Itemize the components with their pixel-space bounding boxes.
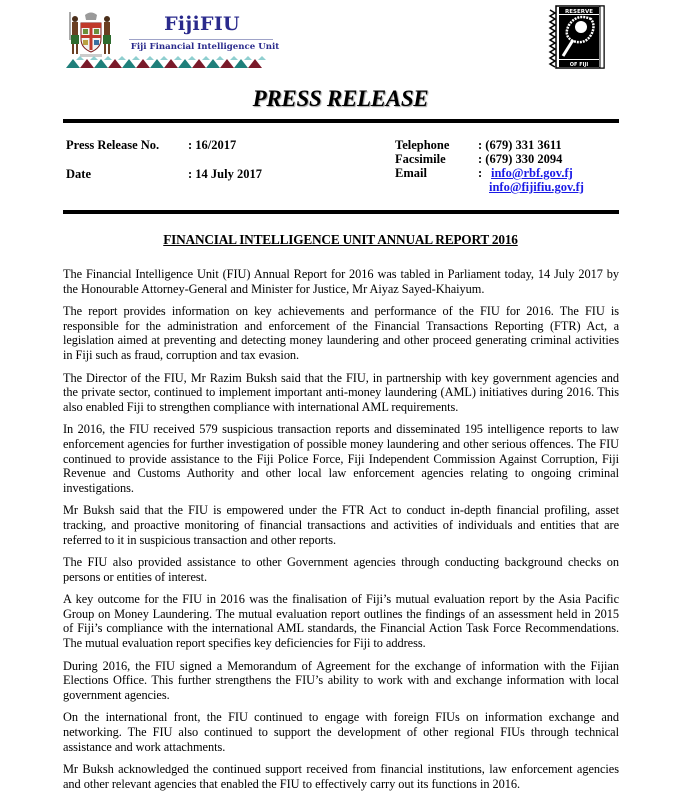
- date-value: : 14 July 2017: [188, 167, 262, 181]
- top-divider: [63, 119, 619, 123]
- logo-divider: [129, 39, 273, 40]
- tapa-small-triangle: [146, 56, 154, 60]
- tapa-triangle: [248, 59, 262, 68]
- paragraph: A key outcome for the FIU in 2016 was the finalisation of Fiji’s mutual evaluation report by the Asia Pacific Group on Money Laundering. The mutual evaluation report outlines the findings of an assessment held in 2015 of Fiji’s compliance with the international AML standards, the Financial Action Task Force Recommendations. The mutual evaluation report specifies key deficiencies for Fiji to address.: [63, 592, 619, 651]
- paragraph: The FIU also provided assistance to other Government agencies through conducting background checks on persons or entities of interest.: [63, 555, 619, 584]
- paragraph: The Financial Intelligence Unit (FIU) Annual Report for 2016 was tabled in Parliament today, 14 July 2017 by the Honourable Attorney-General and Minister for Justice, Mr Aiyaz Sayed-Khaiyum.: [63, 267, 619, 296]
- tapa-triangle: [192, 59, 206, 68]
- fiji-coat-of-arms-icon: [66, 10, 116, 60]
- tapa-small-triangle: [230, 56, 238, 60]
- tapa-small-triangle: [118, 56, 126, 60]
- tapa-triangle: [220, 59, 234, 68]
- telephone-label: Telephone: [395, 138, 450, 152]
- headline: FINANCIAL INTELLIGENCE UNIT ANNUAL REPORT 2016: [163, 232, 518, 247]
- press-release-number-label: Press Release No.: [66, 138, 160, 152]
- reserve-bank-emblem-icon: [547, 4, 613, 72]
- tapa-small-triangle: [188, 56, 196, 60]
- paragraph: Mr Buksh said that the FIU is empowered under the FTR Act to conduct in-depth financial profiling, asset tracking, and proactive monitoring of financial transactions and activities of individuals and entities that are referred to it in suspicious transaction and other reports.: [63, 503, 619, 547]
- reserve-text: RESERVE: [565, 9, 593, 15]
- tapa-small-triangle: [90, 56, 98, 60]
- paragraph: In 2016, the FIU received 579 suspicious transaction reports and disseminated 195 intelligence reports to law enforcement agencies for further investigation of possible money laundering and other serious offences. The FIU continued to provide assistance to the Fiji Police Force, Fiji Independent Commission Against Corruption, Fiji Revenue and Customs Authority and other local law enforcement agencies relating to ongoing criminal investigations.: [63, 422, 619, 495]
- of-fiji-text: OF FIJI: [569, 62, 589, 68]
- telephone-value: : (679) 331 3611: [478, 138, 562, 152]
- reserve-bank-of-fiji-logo: [547, 4, 613, 72]
- tapa-small-triangle: [76, 56, 84, 60]
- tapa-small-triangle: [202, 56, 210, 60]
- paragraph: On the international front, the FIU continued to engage with foreign FIUs on information exchange and networking. The FIU also continued to support the development of other regional FIUs through technical assistance and work attachments.: [63, 710, 619, 754]
- tapa-triangle: [80, 59, 94, 68]
- paragraph: The Director of the FIU, Mr Razim Buksh said that the FIU, in partnership with key government agencies and the private sector, continued to implement important anti-money laundering (AML) initiatives during 2016. This also enabled Fiji to strengthen compliance with international AML requirements.: [63, 370, 619, 414]
- email-link-rbf[interactable]: info@rbf.gov.fj: [491, 166, 573, 180]
- tapa-triangle: [136, 59, 150, 68]
- email-colon: :: [478, 166, 483, 180]
- tapa-small-triangle: [174, 56, 182, 60]
- tapa-triangle: [94, 59, 108, 68]
- tapa-small-triangle: [216, 56, 224, 60]
- paragraph: The report provides information on key achievements and performance of the FIU for 2016. The FIU is responsible for the administration and enforcement of the Financial Transactions Reporting (FTR) Act, a legislation aimed at preventing and detecting money laundering and other proceed generating criminal activities in Fiji such as fraud, corruption and tax evasion.: [63, 304, 619, 362]
- email-label: Email: [395, 166, 427, 180]
- facsimile-value: : (679) 330 2094: [478, 152, 563, 166]
- tapa-small-triangle: [104, 56, 112, 60]
- bottom-divider: [63, 210, 619, 214]
- tapa-small-triangle: [160, 56, 168, 60]
- tapa-pattern-band: [66, 56, 266, 68]
- tapa-triangle: [108, 59, 122, 68]
- tapa-triangle: [178, 59, 192, 68]
- tapa-triangle: [66, 59, 80, 68]
- article-body: [63, 267, 619, 799]
- facsimile-label: Facsimile: [395, 152, 446, 166]
- paragraph: During 2016, the FIU signed a Memorandum of Agreement for the exchange of information with the Fijian Elections Office. This further strengthens the FIU’s ability to work with and exchange information with local government agencies.: [63, 658, 619, 702]
- fijifiu-logo-title: FijiFIU: [164, 13, 240, 35]
- tapa-triangle: [164, 59, 178, 68]
- email-link-fijifiu[interactable]: info@fijifiu.gov.fj: [489, 180, 584, 194]
- tapa-small-triangle: [244, 56, 252, 60]
- tapa-small-triangle: [132, 56, 140, 60]
- fijifiu-logo-subtitle: Fiji Financial Intelligence Unit: [130, 42, 280, 52]
- tapa-triangle: [206, 59, 220, 68]
- press-release-number-value: : 16/2017: [188, 138, 237, 152]
- page-title: PRESS RELEASE: [252, 86, 429, 111]
- tapa-triangle: [122, 59, 136, 68]
- date-label: Date: [66, 167, 91, 181]
- paragraph: Mr Buksh acknowledged the continued support received from financial institutions, law enforcement agencies and other relevant agencies that enabled the FIU to effectively carry out its functions in 2016.: [63, 762, 619, 791]
- tapa-triangle: [150, 59, 164, 68]
- tapa-triangle: [234, 59, 248, 68]
- tapa-small-triangle: [258, 56, 266, 60]
- fijifiu-logo: [66, 10, 280, 68]
